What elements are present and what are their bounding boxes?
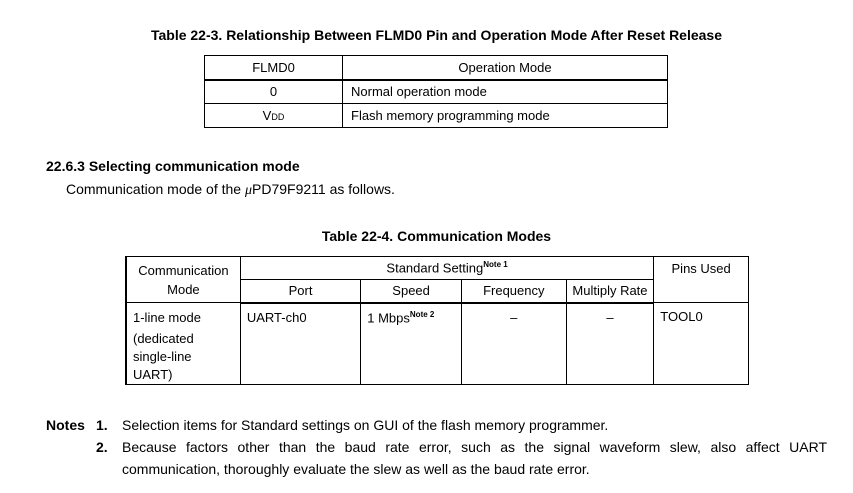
table-row	[205, 80, 668, 104]
column-header-communication-mode	[126, 257, 240, 303]
section-text-suffix: PD79F9211 as follows.	[252, 181, 395, 197]
column-header-multiply-rate: Multiply Rate	[566, 280, 654, 303]
speed-note: Note 2	[409, 309, 435, 319]
operation-mode-value: Flash memory programming mode	[343, 104, 668, 128]
column-header-port: Port	[240, 280, 360, 303]
column-header-flmd0: FLMD0	[205, 56, 343, 80]
note-2-number: 2.	[96, 439, 108, 455]
speed-text: 1 Mbps	[367, 309, 410, 325]
flmd0-vdd-subscript: DD	[271, 112, 285, 122]
standard-setting-note: Note 1	[483, 260, 508, 270]
mode-line3: single-line	[133, 349, 192, 364]
pins-used-value: TOOL0	[654, 303, 749, 385]
comm-header-line2: Mode	[167, 281, 200, 297]
note-2-line1: Because factors other than the baud rate error, such as the signal waveform slew, also affect UART	[122, 439, 827, 455]
column-header-operation-mode: Operation Mode	[343, 56, 668, 80]
section-heading: 22.6.3 Selecting communication mode	[46, 158, 300, 174]
flmd0-value: 0	[205, 80, 343, 104]
column-header-speed: Speed	[361, 280, 462, 303]
mu-symbol: μ	[244, 183, 253, 198]
note-1-number: 1.	[96, 417, 108, 433]
speed-value	[361, 303, 462, 385]
mode-line2: (dedicated	[133, 331, 194, 346]
table-22-3-caption: Table 22-3. Relationship Between FLMD0 Pin and Operation Mode After Reset Release	[150, 27, 722, 43]
section-text	[66, 181, 395, 199]
table-22-3	[204, 55, 668, 128]
column-header-pins-used: Pins Used	[654, 257, 749, 303]
table-row	[126, 303, 749, 385]
table-row	[205, 104, 668, 128]
section-text-prefix: Communication mode of the	[66, 181, 245, 197]
flmd0-vdd-main: V	[262, 108, 272, 123]
column-header-frequency: Frequency	[461, 280, 566, 303]
table-22-4-caption: Table 22-4. Communication Modes	[321, 228, 552, 244]
flmd0-value	[205, 104, 343, 128]
comm-header-line1: Communication	[138, 262, 229, 278]
table-22-4	[125, 256, 749, 385]
operation-mode-value: Normal operation mode	[343, 80, 668, 104]
mode-line1: 1-line mode	[133, 310, 201, 325]
notes-label: Notes	[46, 417, 85, 433]
frequency-value: –	[461, 303, 566, 385]
standard-setting-label: Standard Setting	[386, 260, 484, 276]
column-header-standard-setting	[240, 257, 653, 280]
note-1-text: Selection items for Standard settings on GUI of the flash memory programmer.	[122, 417, 609, 433]
port-value: UART-ch0	[240, 303, 360, 385]
note-2-line2: communication, thoroughly evaluate the slew as well as the baud rate error.	[122, 461, 590, 477]
communication-mode-value	[126, 303, 240, 385]
mode-line4: UART)	[133, 367, 173, 382]
multiply-rate-value: –	[566, 303, 654, 385]
